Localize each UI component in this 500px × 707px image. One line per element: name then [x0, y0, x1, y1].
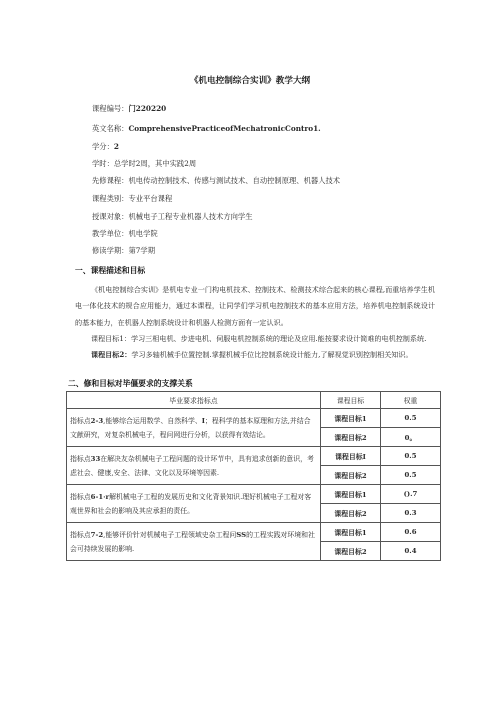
objective-cell: 课程目标1: [321, 523, 381, 542]
course-goal-1: 课程目标1：学习三相电机、步进电机、伺服电机控制系统的理论及应用.能按要求设计简难的电机控制系统.: [91, 333, 427, 343]
document-title: 《机电控制综合实训》教学大纲: [189, 76, 311, 86]
weight-cell: 0.6: [381, 523, 441, 542]
course-goal-2: [75, 347, 435, 363]
indicator-prefix: 指标点: [70, 416, 91, 425]
indicator-text-2: 的工程实践对环境和社会可持续发展的影响.: [70, 530, 315, 553]
indicator-cell: [67, 409, 321, 447]
english-name-label: 英文名称：: [92, 124, 129, 133]
objective-cell: 课程目标2: [321, 428, 381, 447]
objective-cell: 课程目标I: [321, 447, 381, 466]
weight-cell: 0.5: [381, 447, 441, 466]
section-heading-description: 一、课程描述和目标: [75, 266, 146, 275]
objective-cell: 课程目标1: [321, 409, 381, 428]
english-name: [92, 124, 321, 134]
weight-cell: 0.3: [381, 504, 441, 523]
table-row: [67, 485, 441, 504]
indicator-text: 解机械电子工程的发展历史和文化背景知识.理好机械电子工程对客观世界和社会的影响及其应承担的责任。: [70, 492, 312, 515]
indicator-id-2: SS: [236, 530, 247, 539]
indicator-id: 2-3: [90, 416, 104, 425]
table-row: [67, 523, 441, 542]
target-students: 授课对象：机械电子工程专业机器人技术方向学生: [92, 212, 253, 221]
weight-cell: 0。: [381, 428, 441, 447]
header-indicator: 毕业要求指标点: [67, 392, 321, 409]
credits-label: 学分：: [92, 142, 114, 151]
english-name-value: ComprehensivePracticeofMechatronicContro1.: [128, 124, 321, 133]
course-code-label: 课程编号：: [92, 104, 129, 113]
indicator-id: 6-1·r: [90, 492, 110, 501]
objective-cell: 课程目标2: [321, 504, 381, 523]
table-row: [67, 409, 441, 428]
indicator-text-2: ；程科学的基本原理和方法,并结合文献研究，对复杂机械电子，程问网进行分析，以获得有效结论。: [70, 416, 311, 439]
requirements-matrix: [66, 391, 441, 561]
indicator-text: ,能够评价针对机械电子工程领域史杂工程问: [103, 530, 237, 539]
table-row: [67, 447, 441, 466]
indicator-text: ,能够综合运用数学、自然科学、: [103, 416, 202, 425]
prerequisites: 先修课程：机电传动控制技术、传感与测试技术、自动控制原理、机器人技术: [92, 176, 341, 185]
header-weight: 权重: [381, 392, 441, 409]
teaching-unit: 教学单位：机电学院: [92, 229, 158, 238]
indicator-cell: [67, 447, 321, 485]
course-code-value: 门220220: [128, 104, 167, 113]
credits: [92, 142, 119, 152]
objective-cell: 课程目标1: [321, 485, 381, 504]
course-code: [92, 104, 166, 114]
objective-cell: 课程目标2: [321, 542, 381, 561]
weight-cell: 0.5: [381, 466, 441, 485]
indicator-cell: [67, 485, 321, 523]
indicator-id: 33: [90, 454, 101, 463]
weight-cell: 0.5: [381, 409, 441, 428]
objective-cell: 课程目标2: [321, 466, 381, 485]
weight-cell: ().7: [381, 485, 441, 504]
indicator-id: 7-2: [90, 530, 104, 539]
class-hours: 学时：总学时2周，其中实践2周: [92, 159, 197, 168]
course-goal-2-label: 课程目标2：: [91, 350, 132, 360]
header-objective: 课程目标: [321, 392, 381, 409]
indicator-text: 在解决友杂机械电子工程问题的设计环节中，具有追求创新的意识，考虑社会、健康,安全、法律、文化以及环境等因素.: [70, 454, 314, 477]
credits-value: 2: [113, 142, 119, 151]
indicator-prefix: 指标点: [70, 492, 91, 501]
indicator-prefix: 指标点: [70, 454, 91, 463]
description-paragraph: 《机电控制综合实训》是机电专业一门构电机技术、控制技术、检测技术综合起来的核心课程,而重培养学生机电一体化技术的规合应用能力，通过本课程，让同学们学习机电控制技术的基本应用方法，培养机电控制系统设计的基本能力，在机器人控制系统设计和机器人检测方面有一定认识。: [75, 285, 435, 327]
indicator-prefix: 指标点: [70, 530, 91, 539]
weight-cell: 0.4: [381, 542, 441, 561]
indicator-id-2: I: [201, 416, 206, 425]
course-description: [75, 282, 435, 363]
course-goal-2-text: 学习多轴机械手位置控制.掌握机械手位比控制系统设计能力,了解视觉识别控制相关知识。: [131, 350, 413, 360]
course-category: 课程类别：专业平台课程: [92, 194, 173, 203]
section-heading-mapping: 二、修和目标对毕僵要求的支撑关系: [68, 379, 193, 388]
indicator-cell: [67, 523, 321, 561]
semester: 修读学期：第7学期: [92, 246, 156, 255]
table-header-row: [67, 392, 441, 409]
